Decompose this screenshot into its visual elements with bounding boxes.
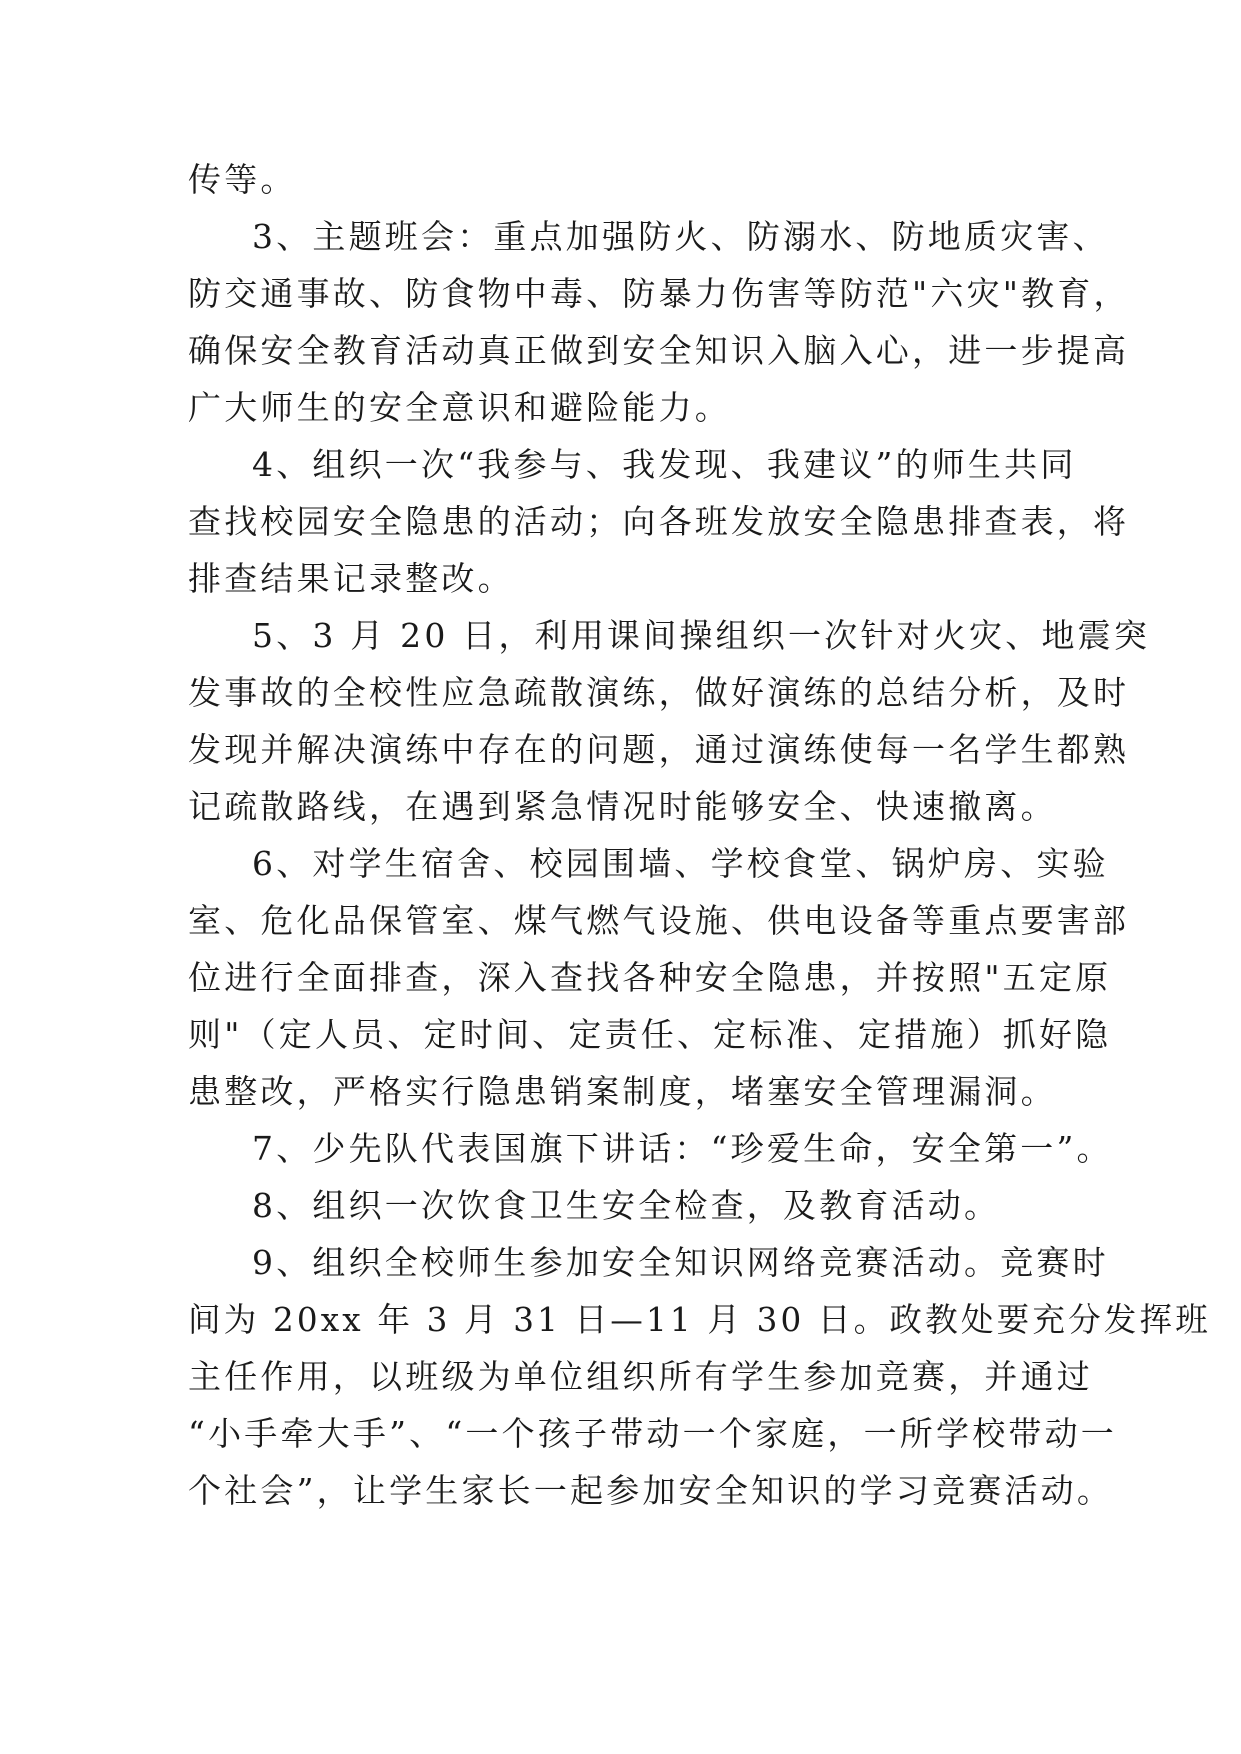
text-line: 7、少先队代表国旗下讲话：“珍爱生命，安全第一”。 bbox=[252, 1129, 1113, 1168]
text-line: 记疏散路线，在遇到紧急情况时能够安全、快速撤离。 bbox=[188, 787, 1057, 826]
text-line: 排查结果记录整改。 bbox=[188, 559, 514, 598]
text-line: 位进行全面排查，深入查找各种安全隐患，并按照"五定原 bbox=[188, 958, 1112, 997]
text-line: 发现并解决演练中存在的问题，通过演练使每一名学生都熟 bbox=[188, 730, 1130, 769]
text-line: 患整改，严格实行隐患销案制度，堵塞安全管理漏洞。 bbox=[188, 1072, 1057, 1111]
text-line: 确保安全教育活动真正做到安全知识入脑入心，进一步提高 bbox=[188, 331, 1130, 370]
text-line: 9、组织全校师生参加安全知识网络竞赛活动。竞赛时 bbox=[252, 1243, 1109, 1282]
text-line: 3、主题班会：重点加强防火、防溺水、防地质灾害、 bbox=[252, 217, 1109, 256]
text-line: 则"（定人员、定时间、定责任、定标准、定措施）抓好隐 bbox=[188, 1015, 1112, 1054]
text-line: 5、3 月 20 日，利用课间操组织一次针对火灾、地震突 bbox=[252, 616, 1151, 655]
text-line: 主任作用，以班级为单位组织所有学生参加竞赛，并通过 bbox=[188, 1357, 1093, 1396]
text-line: 发事故的全校性应急疏散演练，做好演练的总结分析，及时 bbox=[188, 673, 1130, 712]
text-line: 个社会”，让学生家长一起参加安全知识的学习竞赛活动。 bbox=[188, 1471, 1114, 1510]
text-line: 间为 20xx 年 3 月 31 日—11 月 30 日。政教处要充分发挥班 bbox=[188, 1300, 1212, 1339]
text-line: 防交通事故、防食物中毒、防暴力伤害等防范"六灾"教育， bbox=[188, 274, 1130, 313]
text-line: 广大师生的安全意识和避险能力。 bbox=[188, 388, 731, 427]
text-line: 传等。 bbox=[188, 160, 297, 199]
text-line: 6、对学生宿舍、校园围墙、学校食堂、锅炉房、实验 bbox=[252, 844, 1109, 883]
text-line: 查找校园安全隐患的活动；向各班发放安全隐患排查表，将 bbox=[188, 502, 1130, 541]
text-line: “小手牵大手”、“一个孩子带动一个家庭，一所学校带动一 bbox=[188, 1414, 1118, 1453]
text-line: 室、危化品保管室、煤气燃气设施、供电设备等重点要害部 bbox=[188, 901, 1130, 940]
text-line: 4、组织一次“我参与、我发现、我建议”的师生共同 bbox=[252, 445, 1077, 484]
text-line: 8、组织一次饮食卫生安全检查，及教育活动。 bbox=[252, 1186, 1001, 1225]
